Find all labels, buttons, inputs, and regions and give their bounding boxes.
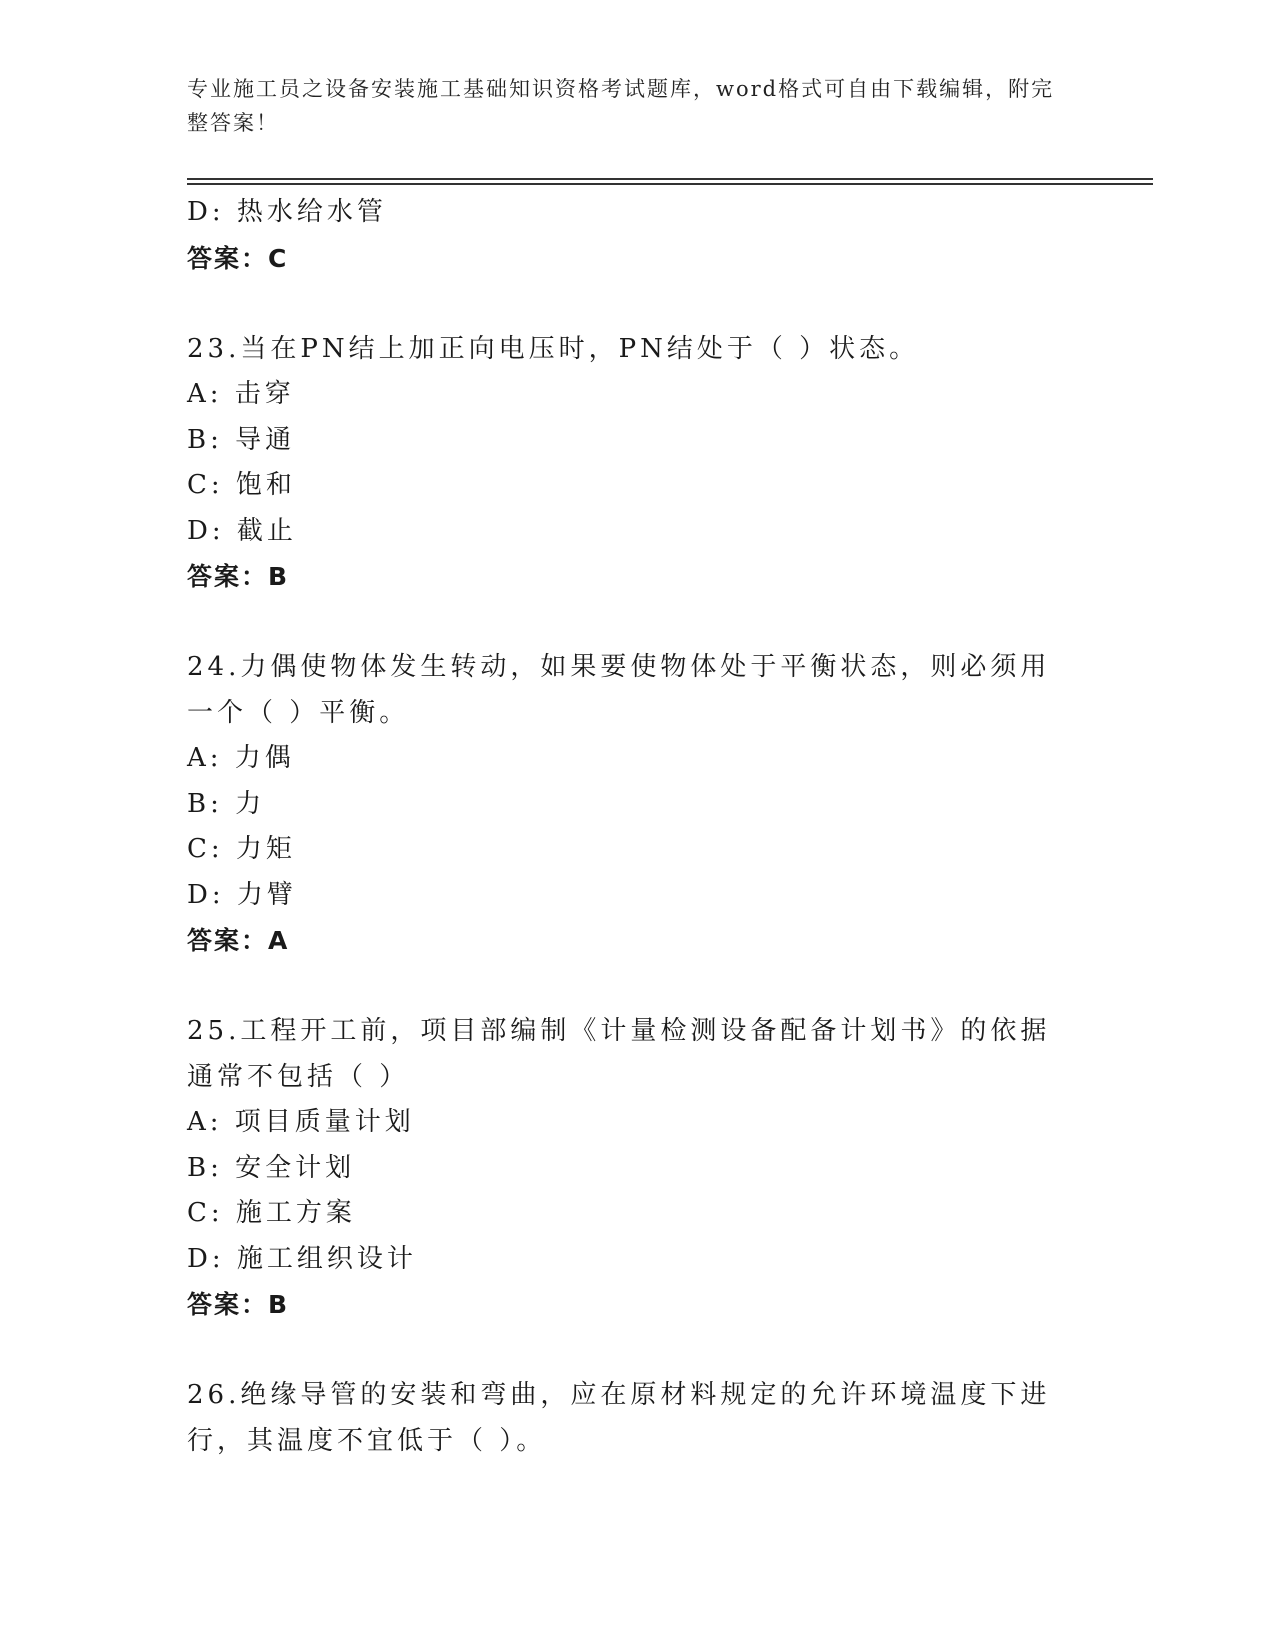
option-c: C: 饱和 — [187, 470, 296, 500]
document-header: 专业施工员之设备安装施工基础知识资格考试题库，word格式可自由下载编辑，附完整答案！ — [187, 77, 1055, 135]
header-divider-top — [187, 178, 1153, 180]
option-b: B: 导通 — [187, 424, 296, 455]
question-title: 25.工程开工前，项目部编制《计量检测设备配备计划书》的依据通常不包括（ ） — [187, 1016, 1051, 1092]
option-b: B: 安全计划 — [187, 1152, 356, 1183]
answer-line: 答案：B — [187, 562, 290, 591]
answer-line: 答案：A — [187, 926, 290, 955]
spacer — [187, 1328, 1087, 1374]
option-d: D: 热水给水管 — [187, 197, 387, 227]
option-d: D: 施工组织设计 — [187, 1243, 417, 1274]
answer-line: 答案：C — [187, 243, 289, 273]
question-title: 24.力偶使物体发生转动，如果要使物体处于平衡状态，则必须用一个（ ）平衡。 — [187, 652, 1051, 728]
option-c: C: 力矩 — [187, 834, 296, 864]
option-b: B: 力 — [187, 788, 266, 819]
option-d: D: 力臂 — [187, 879, 297, 910]
option-d: D: 截止 — [187, 515, 297, 546]
option-a: A: 击穿 — [187, 379, 295, 409]
answer-line: 答案：B — [187, 1290, 290, 1319]
option-a: A: 力偶 — [187, 743, 295, 773]
spacer — [187, 600, 1087, 646]
option-c: C: 施工方案 — [187, 1198, 356, 1228]
option-a: A: 项目质量计划 — [187, 1107, 415, 1137]
spacer — [187, 281, 1087, 327]
question-title: 26.绝缘导管的安装和弯曲，应在原材料规定的允许环境温度下进行，其温度不宜低于（ ）。 — [187, 1380, 1051, 1456]
header-divider-bottom — [187, 183, 1153, 185]
question-title: 23.当在PN结上加正向电压时，PN结处于（ ）状态。 — [187, 333, 920, 364]
spacer — [187, 964, 1087, 1010]
question-content — [187, 190, 1087, 1464]
